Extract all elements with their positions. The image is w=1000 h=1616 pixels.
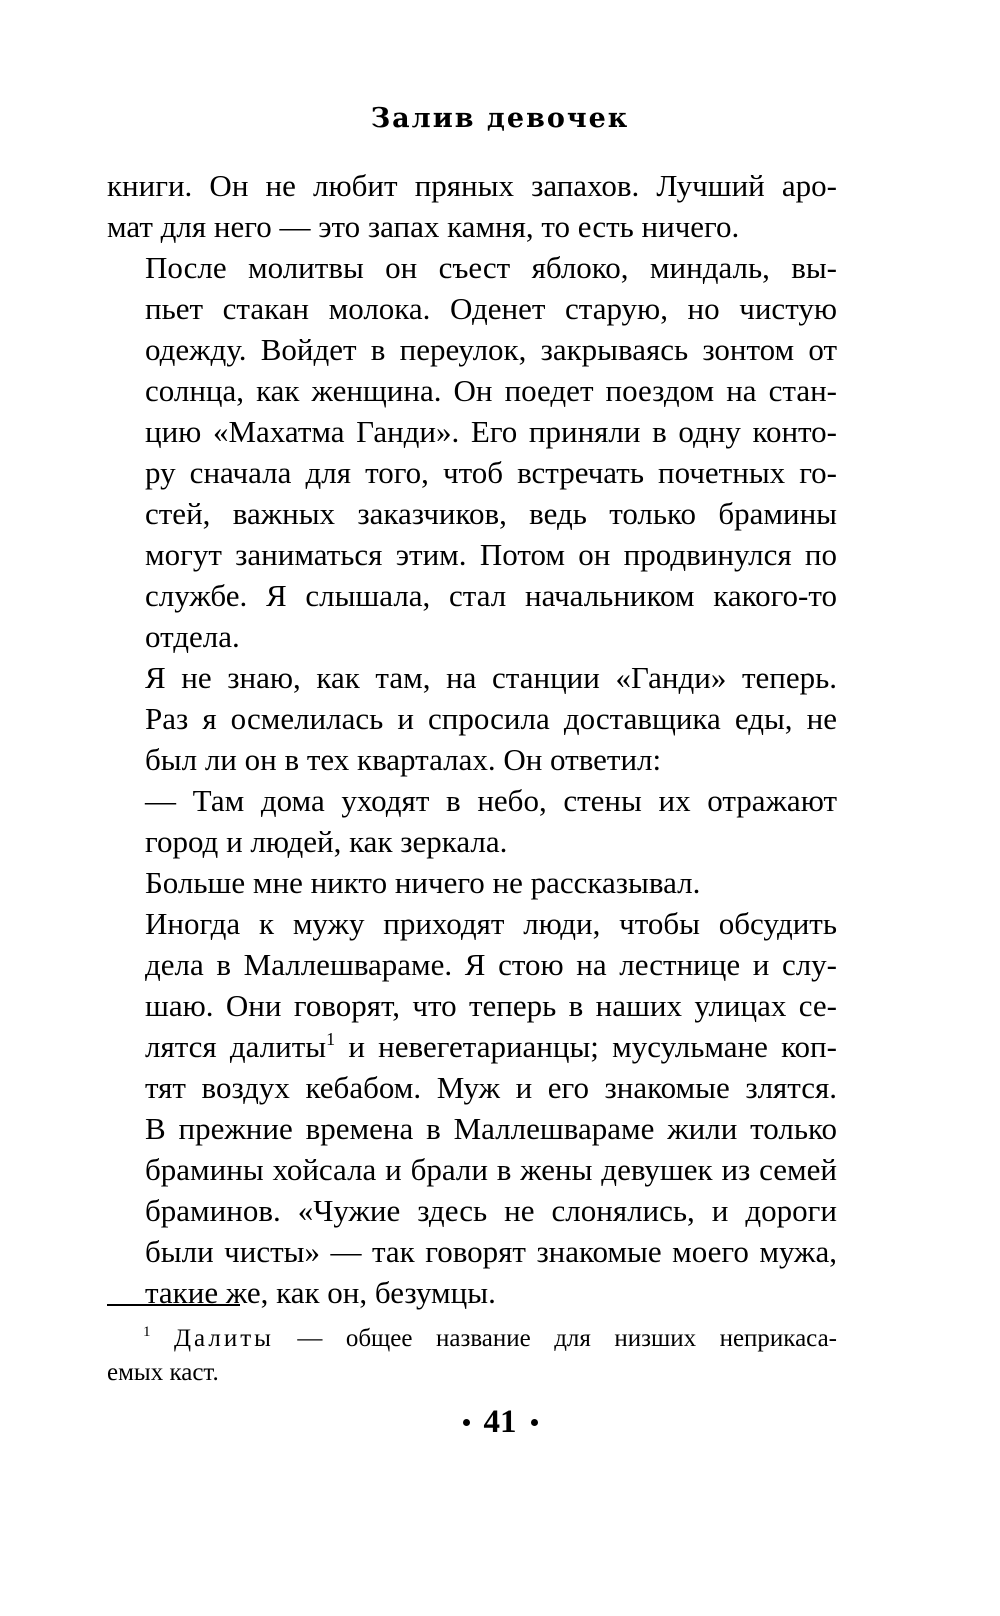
text-line: такие же, как он, безумцы. xyxy=(145,1275,496,1310)
text-line: одежду. Войдет в переулок, закрываясь зонтом от xyxy=(145,332,837,367)
text-line: ру сначала для того, чтоб встречать почетных го- xyxy=(145,455,837,490)
running-head: Залив девочек xyxy=(370,103,630,134)
text-line: пьет стакан молока. Оденет старую, но чистую xyxy=(145,291,837,326)
text-line: книги. Он не любит пряных запахов. Лучший аро- xyxy=(107,168,837,203)
text-line: дела в Маллешвараме. Я стою на лестнице и слу- xyxy=(145,947,837,982)
text-line: город и людей, как зеркала. xyxy=(145,824,508,859)
text-line: После молитвы он съест яблоко, миндаль, вы- xyxy=(145,250,837,285)
text-line: стей, важных заказчиков, ведь только брамины xyxy=(145,496,837,531)
text-line: солнца, как женщина. Он поедет поездом на стан- xyxy=(145,373,837,408)
footnote-rule xyxy=(107,1304,240,1306)
folio-dot-left xyxy=(463,1419,470,1426)
footnote-reference: 1 xyxy=(326,1029,336,1049)
text-line: мат для него — это запах камня, то есть ничего. xyxy=(107,209,740,244)
text-line: В прежние времена в Маллешвараме жили только xyxy=(145,1111,837,1146)
text-line: Больше мне никто ничего не рассказывал. xyxy=(145,865,701,900)
footnote xyxy=(107,1322,837,1390)
footnote-line-1 xyxy=(107,1322,837,1356)
text-line: был ли он в тех кварталах. Он ответил: xyxy=(145,742,662,777)
paragraph xyxy=(107,780,837,862)
text-line: — Там дома уходят в небо, стены их отражают xyxy=(145,783,837,818)
text-line: службе. Я слышала, стал начальником какого-то xyxy=(145,578,837,613)
footnote-text: — общее название для низших неприкаса- xyxy=(273,1325,837,1352)
text-line: браминов. «Чужие здесь не слонялись, и дороги xyxy=(145,1193,837,1228)
text-line: тят воздух кебабом. Муж и его знакомые злятся. xyxy=(145,1070,837,1105)
text-line: Иногда к мужу приходят люди, чтобы обсудить xyxy=(145,906,837,941)
text-line: отдела. xyxy=(145,619,240,654)
body-text xyxy=(107,165,837,1313)
footnote-line-2: емых каст. xyxy=(107,1359,219,1386)
paragraph xyxy=(107,862,837,903)
footnote-marker: 1 xyxy=(143,1324,151,1340)
paragraph xyxy=(107,165,837,247)
text-line: цию «Махатма Ганди». Его приняли в одну конто- xyxy=(145,414,837,449)
folio-dot-right xyxy=(531,1419,538,1426)
text-line: Я не знаю, как там, на станции «Ганди» теперь. xyxy=(145,660,837,695)
footnote-term: Далиты xyxy=(173,1325,274,1352)
text-line: были чисты» — так говорят знакомые моего мужа, xyxy=(145,1234,837,1269)
page-number-value: 41 xyxy=(483,1404,517,1440)
page-number xyxy=(0,1404,1000,1441)
paragraph xyxy=(107,657,837,780)
text-line: брамины хойсала и брали в жены девушек из семей xyxy=(145,1152,837,1187)
text-line: Раз я осмелилась и спросила доставщика еды, не xyxy=(145,701,837,736)
text-line: шаю. Они говорят, что теперь в наших улицах се- xyxy=(145,988,837,1023)
text-line: лятся далиты$^1$ и невегетарианцы; мусульмане коп- xyxy=(145,1029,837,1064)
paragraph xyxy=(107,903,837,1313)
paragraph xyxy=(107,247,837,657)
text-line: могут заниматься этим. Потом он продвинулся по xyxy=(145,537,837,572)
